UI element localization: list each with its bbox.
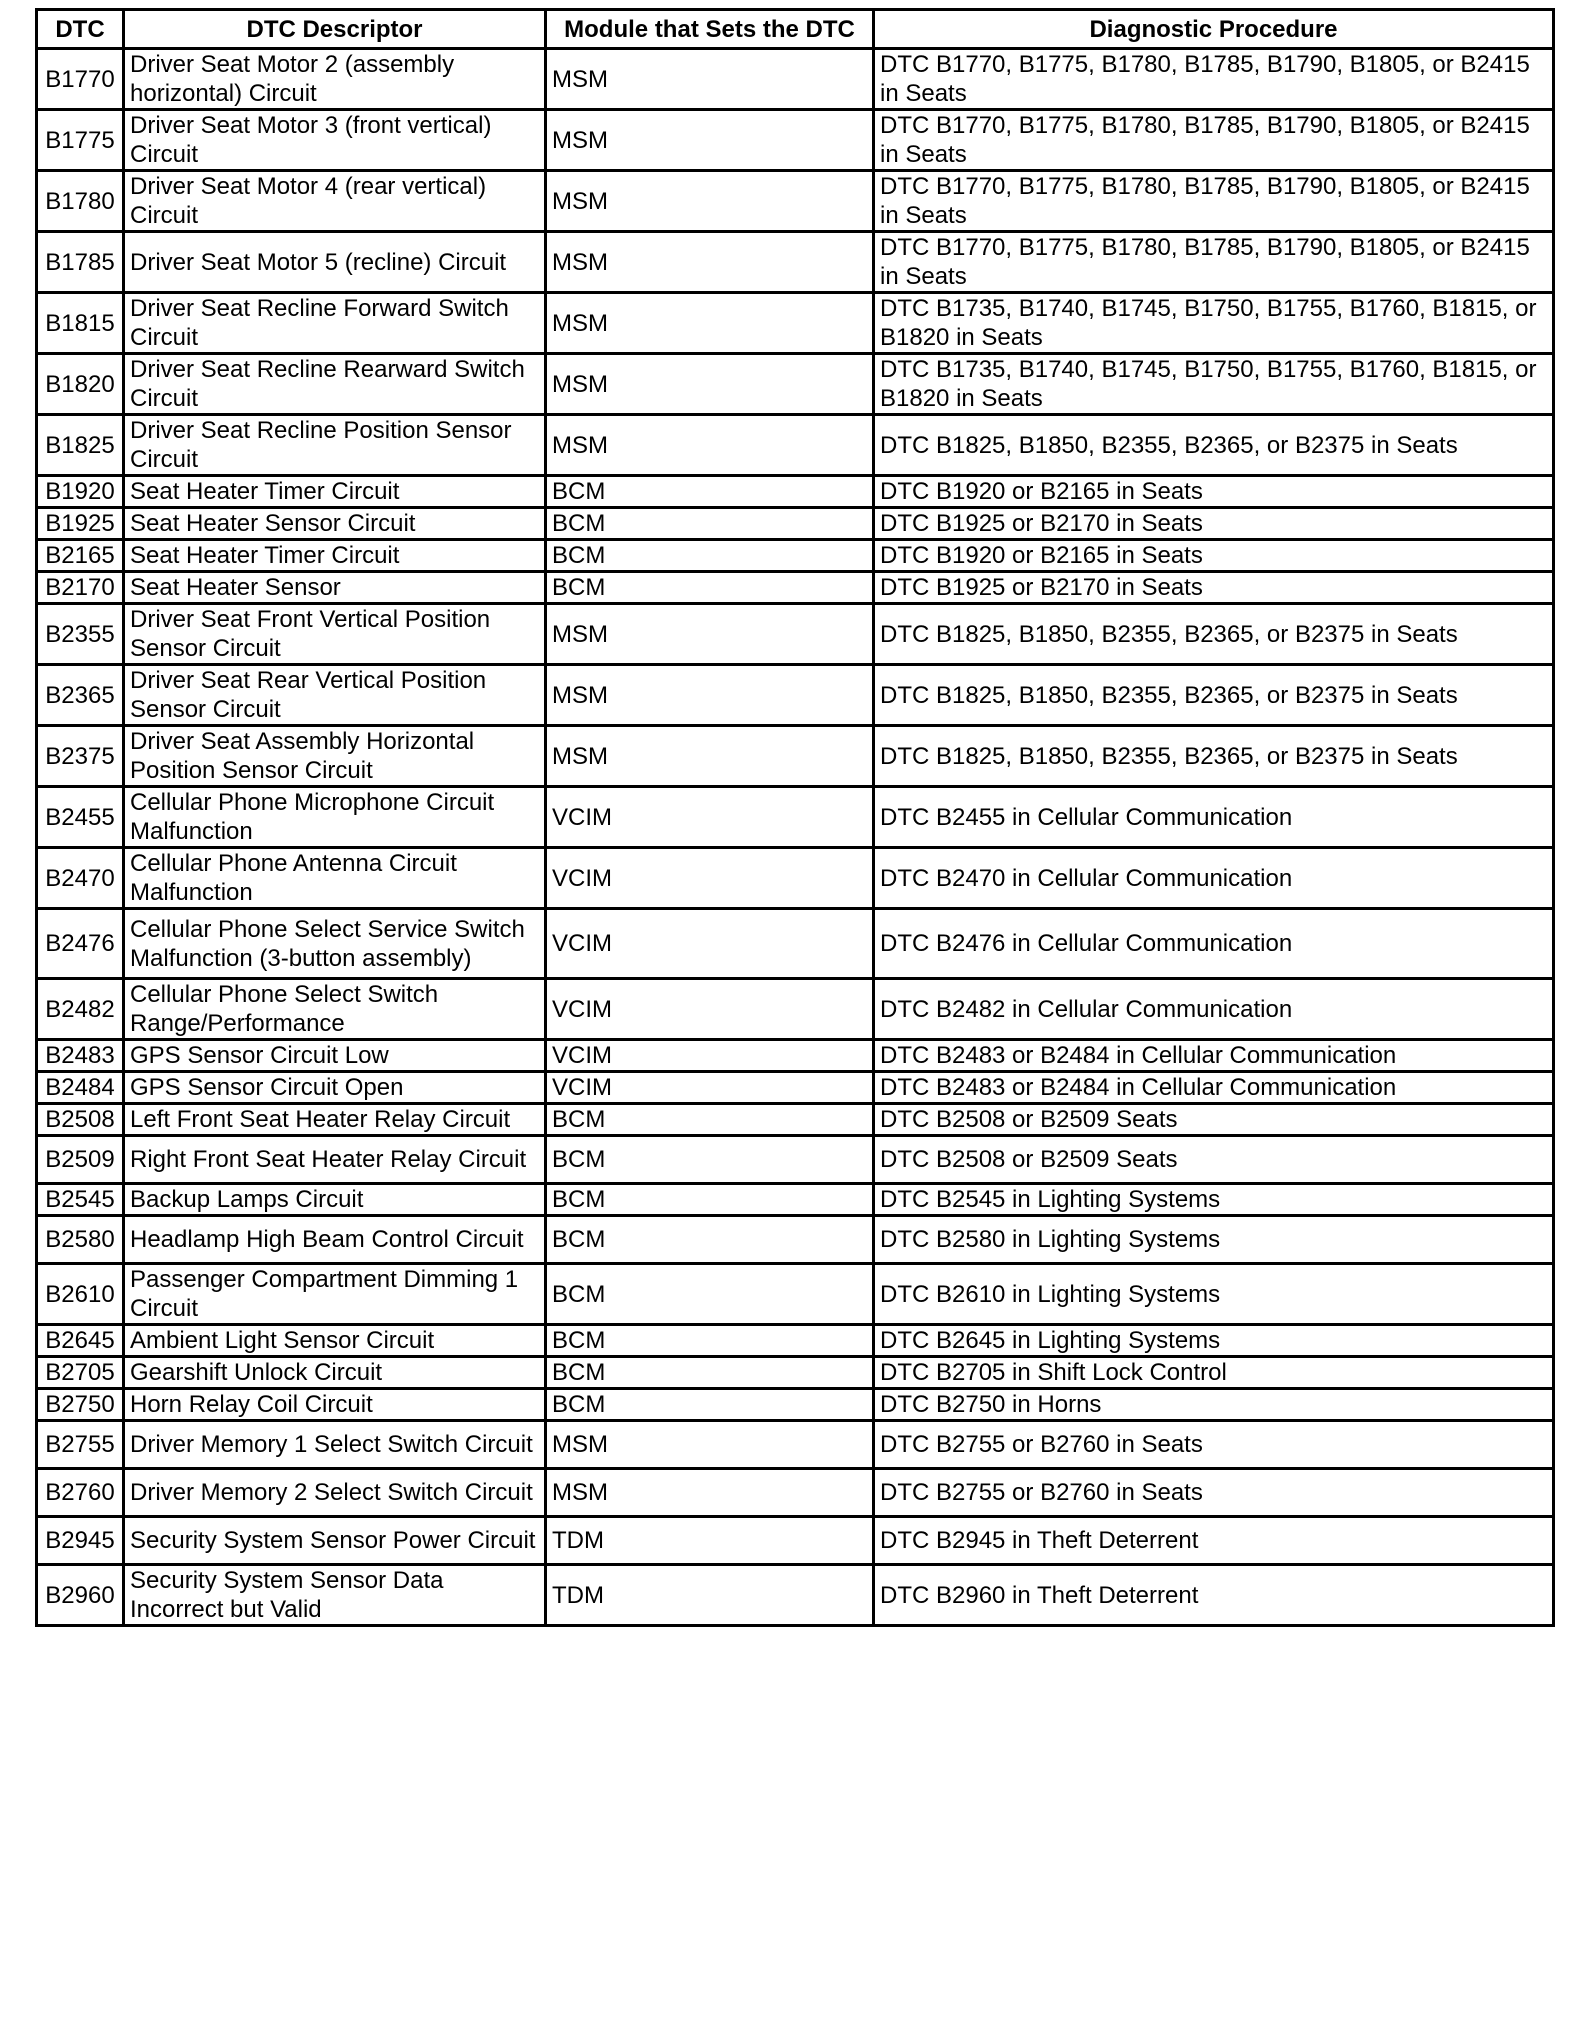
dtc-code-cell: B2509 — [37, 1136, 124, 1184]
table-row — [37, 1040, 1554, 1072]
dtc-descriptor-cell: Driver Seat Rear Vertical Position Sensor Circuit — [124, 665, 546, 726]
dtc-code-cell: B1925 — [37, 508, 124, 540]
dtc-procedure-cell: DTC B2508 or B2509 Seats — [874, 1104, 1554, 1136]
dtc-procedure-cell: DTC B2455 in Cellular Communication — [874, 787, 1554, 848]
dtc-procedure-cell: DTC B1825, B1850, B2355, B2365, or B2375 in Seats — [874, 665, 1554, 726]
dtc-table — [35, 8, 1555, 1627]
dtc-module-cell: MSM — [546, 49, 874, 110]
dtc-module-cell: VCIM — [546, 979, 874, 1040]
dtc-descriptor-cell: Ambient Light Sensor Circuit — [124, 1325, 546, 1357]
dtc-module-cell: MSM — [546, 1469, 874, 1517]
table-row — [37, 110, 1554, 171]
table-row — [37, 1264, 1554, 1325]
table-row — [37, 1357, 1554, 1389]
dtc-module-cell: BCM — [546, 476, 874, 508]
dtc-descriptor-cell: Security System Sensor Power Circuit — [124, 1517, 546, 1565]
dtc-descriptor-cell: Cellular Phone Antenna Circuit Malfunction — [124, 848, 546, 909]
table-row — [37, 572, 1554, 604]
dtc-module-cell: MSM — [546, 665, 874, 726]
header-row — [37, 10, 1554, 49]
dtc-module-cell: TDM — [546, 1517, 874, 1565]
dtc-module-cell: MSM — [546, 415, 874, 476]
dtc-procedure-cell: DTC B1825, B1850, B2355, B2365, or B2375 in Seats — [874, 726, 1554, 787]
dtc-module-cell: MSM — [546, 171, 874, 232]
dtc-descriptor-cell: GPS Sensor Circuit Low — [124, 1040, 546, 1072]
dtc-code-cell: B1770 — [37, 49, 124, 110]
dtc-descriptor-cell: Driver Seat Recline Position Sensor Circuit — [124, 415, 546, 476]
dtc-code-cell: B1780 — [37, 171, 124, 232]
dtc-descriptor-cell: Left Front Seat Heater Relay Circuit — [124, 1104, 546, 1136]
dtc-module-cell: TDM — [546, 1565, 874, 1626]
dtc-module-cell: VCIM — [546, 1072, 874, 1104]
dtc-code-cell: B1920 — [37, 476, 124, 508]
dtc-descriptor-cell: Driver Seat Assembly Horizontal Position Sensor Circuit — [124, 726, 546, 787]
dtc-procedure-cell: DTC B1770, B1775, B1780, B1785, B1790, B1805, or B2415 in Seats — [874, 171, 1554, 232]
dtc-descriptor-cell: Cellular Phone Microphone Circuit Malfunction — [124, 787, 546, 848]
table-row — [37, 1136, 1554, 1184]
dtc-procedure-cell: DTC B2755 or B2760 in Seats — [874, 1421, 1554, 1469]
dtc-procedure-cell: DTC B2483 or B2484 in Cellular Communication — [874, 1040, 1554, 1072]
dtc-descriptor-cell: Security System Sensor Data Incorrect but Valid — [124, 1565, 546, 1626]
dtc-descriptor-cell: GPS Sensor Circuit Open — [124, 1072, 546, 1104]
dtc-code-cell: B2455 — [37, 787, 124, 848]
dtc-code-cell: B1825 — [37, 415, 124, 476]
header-descriptor: DTC Descriptor — [124, 10, 546, 49]
dtc-module-cell: BCM — [546, 1216, 874, 1264]
table-row — [37, 293, 1554, 354]
table-row — [37, 1104, 1554, 1136]
dtc-descriptor-cell: Driver Memory 1 Select Switch Circuit — [124, 1421, 546, 1469]
dtc-procedure-cell: DTC B1920 or B2165 in Seats — [874, 540, 1554, 572]
table-row — [37, 540, 1554, 572]
dtc-procedure-cell: DTC B2482 in Cellular Communication — [874, 979, 1554, 1040]
dtc-module-cell: MSM — [546, 232, 874, 293]
dtc-module-cell: BCM — [546, 1325, 874, 1357]
dtc-procedure-cell: DTC B1925 or B2170 in Seats — [874, 572, 1554, 604]
table-row — [37, 1517, 1554, 1565]
dtc-descriptor-cell: Right Front Seat Heater Relay Circuit — [124, 1136, 546, 1184]
table-row — [37, 415, 1554, 476]
dtc-code-cell: B2705 — [37, 1357, 124, 1389]
dtc-module-cell: MSM — [546, 110, 874, 171]
dtc-code-cell: B2508 — [37, 1104, 124, 1136]
table-row — [37, 909, 1554, 979]
dtc-procedure-cell: DTC B1925 or B2170 in Seats — [874, 508, 1554, 540]
dtc-module-cell: BCM — [546, 540, 874, 572]
dtc-code-cell: B2165 — [37, 540, 124, 572]
dtc-code-cell: B2375 — [37, 726, 124, 787]
dtc-procedure-cell: DTC B2750 in Horns — [874, 1389, 1554, 1421]
dtc-descriptor-cell: Driver Seat Motor 4 (rear vertical) Circuit — [124, 171, 546, 232]
dtc-descriptor-cell: Driver Seat Motor 2 (assembly horizontal) Circuit — [124, 49, 546, 110]
dtc-module-cell: MSM — [546, 354, 874, 415]
header-module: Module that Sets the DTC — [546, 10, 874, 49]
dtc-procedure-cell: DTC B2476 in Cellular Communication — [874, 909, 1554, 979]
dtc-code-cell: B2610 — [37, 1264, 124, 1325]
dtc-module-cell: BCM — [546, 1389, 874, 1421]
dtc-procedure-cell: DTC B1770, B1775, B1780, B1785, B1790, B1805, or B2415 in Seats — [874, 110, 1554, 171]
dtc-procedure-cell: DTC B2945 in Theft Deterrent — [874, 1517, 1554, 1565]
dtc-code-cell: B2355 — [37, 604, 124, 665]
dtc-descriptor-cell: Backup Lamps Circuit — [124, 1184, 546, 1216]
dtc-descriptor-cell: Driver Memory 2 Select Switch Circuit — [124, 1469, 546, 1517]
dtc-code-cell: B2482 — [37, 979, 124, 1040]
table-row — [37, 232, 1554, 293]
table-row — [37, 1184, 1554, 1216]
dtc-module-cell: MSM — [546, 604, 874, 665]
dtc-module-cell: VCIM — [546, 787, 874, 848]
dtc-module-cell: MSM — [546, 726, 874, 787]
table-row — [37, 787, 1554, 848]
dtc-module-cell: VCIM — [546, 909, 874, 979]
dtc-module-cell: BCM — [546, 1357, 874, 1389]
table-row — [37, 848, 1554, 909]
dtc-code-cell: B2470 — [37, 848, 124, 909]
dtc-module-cell: MSM — [546, 1421, 874, 1469]
dtc-procedure-cell: DTC B2755 or B2760 in Seats — [874, 1469, 1554, 1517]
dtc-code-cell: B2760 — [37, 1469, 124, 1517]
dtc-module-cell: VCIM — [546, 848, 874, 909]
dtc-code-cell: B2750 — [37, 1389, 124, 1421]
table-row — [37, 604, 1554, 665]
dtc-descriptor-cell: Seat Heater Timer Circuit — [124, 540, 546, 572]
table-row — [37, 476, 1554, 508]
header-dtc: DTC — [37, 10, 124, 49]
dtc-procedure-cell: DTC B2610 in Lighting Systems — [874, 1264, 1554, 1325]
dtc-descriptor-cell: Seat Heater Sensor Circuit — [124, 508, 546, 540]
dtc-code-cell: B1815 — [37, 293, 124, 354]
table-row — [37, 508, 1554, 540]
table-row — [37, 1072, 1554, 1104]
dtc-descriptor-cell: Horn Relay Coil Circuit — [124, 1389, 546, 1421]
dtc-code-cell: B2484 — [37, 1072, 124, 1104]
dtc-code-cell: B2483 — [37, 1040, 124, 1072]
dtc-code-cell: B1820 — [37, 354, 124, 415]
table-row — [37, 1389, 1554, 1421]
dtc-code-cell: B2645 — [37, 1325, 124, 1357]
table-header — [37, 10, 1554, 49]
dtc-procedure-cell: DTC B2545 in Lighting Systems — [874, 1184, 1554, 1216]
dtc-descriptor-cell: Headlamp High Beam Control Circuit — [124, 1216, 546, 1264]
table-body — [37, 49, 1554, 1626]
dtc-code-cell: B2476 — [37, 909, 124, 979]
dtc-code-cell: B2755 — [37, 1421, 124, 1469]
dtc-code-cell: B2170 — [37, 572, 124, 604]
table-row — [37, 1469, 1554, 1517]
table-row — [37, 1325, 1554, 1357]
dtc-code-cell: B2365 — [37, 665, 124, 726]
dtc-descriptor-cell: Driver Seat Front Vertical Position Sensor Circuit — [124, 604, 546, 665]
table-row — [37, 1216, 1554, 1264]
dtc-procedure-cell: DTC B2470 in Cellular Communication — [874, 848, 1554, 909]
dtc-descriptor-cell: Driver Seat Recline Forward Switch Circuit — [124, 293, 546, 354]
table-row — [37, 979, 1554, 1040]
dtc-procedure-cell: DTC B1825, B1850, B2355, B2365, or B2375 in Seats — [874, 604, 1554, 665]
dtc-descriptor-cell: Seat Heater Sensor — [124, 572, 546, 604]
dtc-descriptor-cell: Passenger Compartment Dimming 1 Circuit — [124, 1264, 546, 1325]
dtc-procedure-cell: DTC B1825, B1850, B2355, B2365, or B2375 in Seats — [874, 415, 1554, 476]
dtc-code-cell: B1785 — [37, 232, 124, 293]
dtc-descriptor-cell: Gearshift Unlock Circuit — [124, 1357, 546, 1389]
dtc-procedure-cell: DTC B2580 in Lighting Systems — [874, 1216, 1554, 1264]
dtc-module-cell: BCM — [546, 508, 874, 540]
dtc-descriptor-cell: Driver Seat Motor 5 (recline) Circuit — [124, 232, 546, 293]
dtc-module-cell: VCIM — [546, 1040, 874, 1072]
dtc-descriptor-cell: Driver Seat Recline Rearward Switch Circuit — [124, 354, 546, 415]
dtc-descriptor-cell: Cellular Phone Select Switch Range/Performance — [124, 979, 546, 1040]
table-row — [37, 665, 1554, 726]
dtc-module-cell: BCM — [546, 1104, 874, 1136]
table-row — [37, 354, 1554, 415]
dtc-module-cell: BCM — [546, 1184, 874, 1216]
dtc-module-cell: BCM — [546, 1264, 874, 1325]
dtc-procedure-cell: DTC B2645 in Lighting Systems — [874, 1325, 1554, 1357]
dtc-procedure-cell: DTC B2508 or B2509 Seats — [874, 1136, 1554, 1184]
dtc-code-cell: B2580 — [37, 1216, 124, 1264]
header-procedure: Diagnostic Procedure — [874, 10, 1554, 49]
dtc-code-cell: B1775 — [37, 110, 124, 171]
dtc-procedure-cell: DTC B2705 in Shift Lock Control — [874, 1357, 1554, 1389]
dtc-code-cell: B2545 — [37, 1184, 124, 1216]
dtc-code-cell: B2945 — [37, 1517, 124, 1565]
table-row — [37, 171, 1554, 232]
dtc-procedure-cell: DTC B1735, B1740, B1745, B1750, B1755, B1760, B1815, or B1820 in Seats — [874, 293, 1554, 354]
dtc-procedure-cell: DTC B1735, B1740, B1745, B1750, B1755, B1760, B1815, or B1820 in Seats — [874, 354, 1554, 415]
dtc-procedure-cell: DTC B2960 in Theft Deterrent — [874, 1565, 1554, 1626]
dtc-procedure-cell: DTC B1920 or B2165 in Seats — [874, 476, 1554, 508]
table-row — [37, 49, 1554, 110]
dtc-descriptor-cell: Driver Seat Motor 3 (front vertical) Circuit — [124, 110, 546, 171]
table-row — [37, 1421, 1554, 1469]
dtc-module-cell: BCM — [546, 572, 874, 604]
dtc-procedure-cell: DTC B1770, B1775, B1780, B1785, B1790, B1805, or B2415 in Seats — [874, 49, 1554, 110]
dtc-module-cell: MSM — [546, 293, 874, 354]
table-row — [37, 726, 1554, 787]
dtc-descriptor-cell: Cellular Phone Select Service Switch Malfunction (3-button assembly) — [124, 909, 546, 979]
dtc-procedure-cell: DTC B1770, B1775, B1780, B1785, B1790, B1805, or B2415 in Seats — [874, 232, 1554, 293]
dtc-procedure-cell: DTC B2483 or B2484 in Cellular Communication — [874, 1072, 1554, 1104]
dtc-module-cell: BCM — [546, 1136, 874, 1184]
table-row — [37, 1565, 1554, 1626]
dtc-descriptor-cell: Seat Heater Timer Circuit — [124, 476, 546, 508]
dtc-code-cell: B2960 — [37, 1565, 124, 1626]
